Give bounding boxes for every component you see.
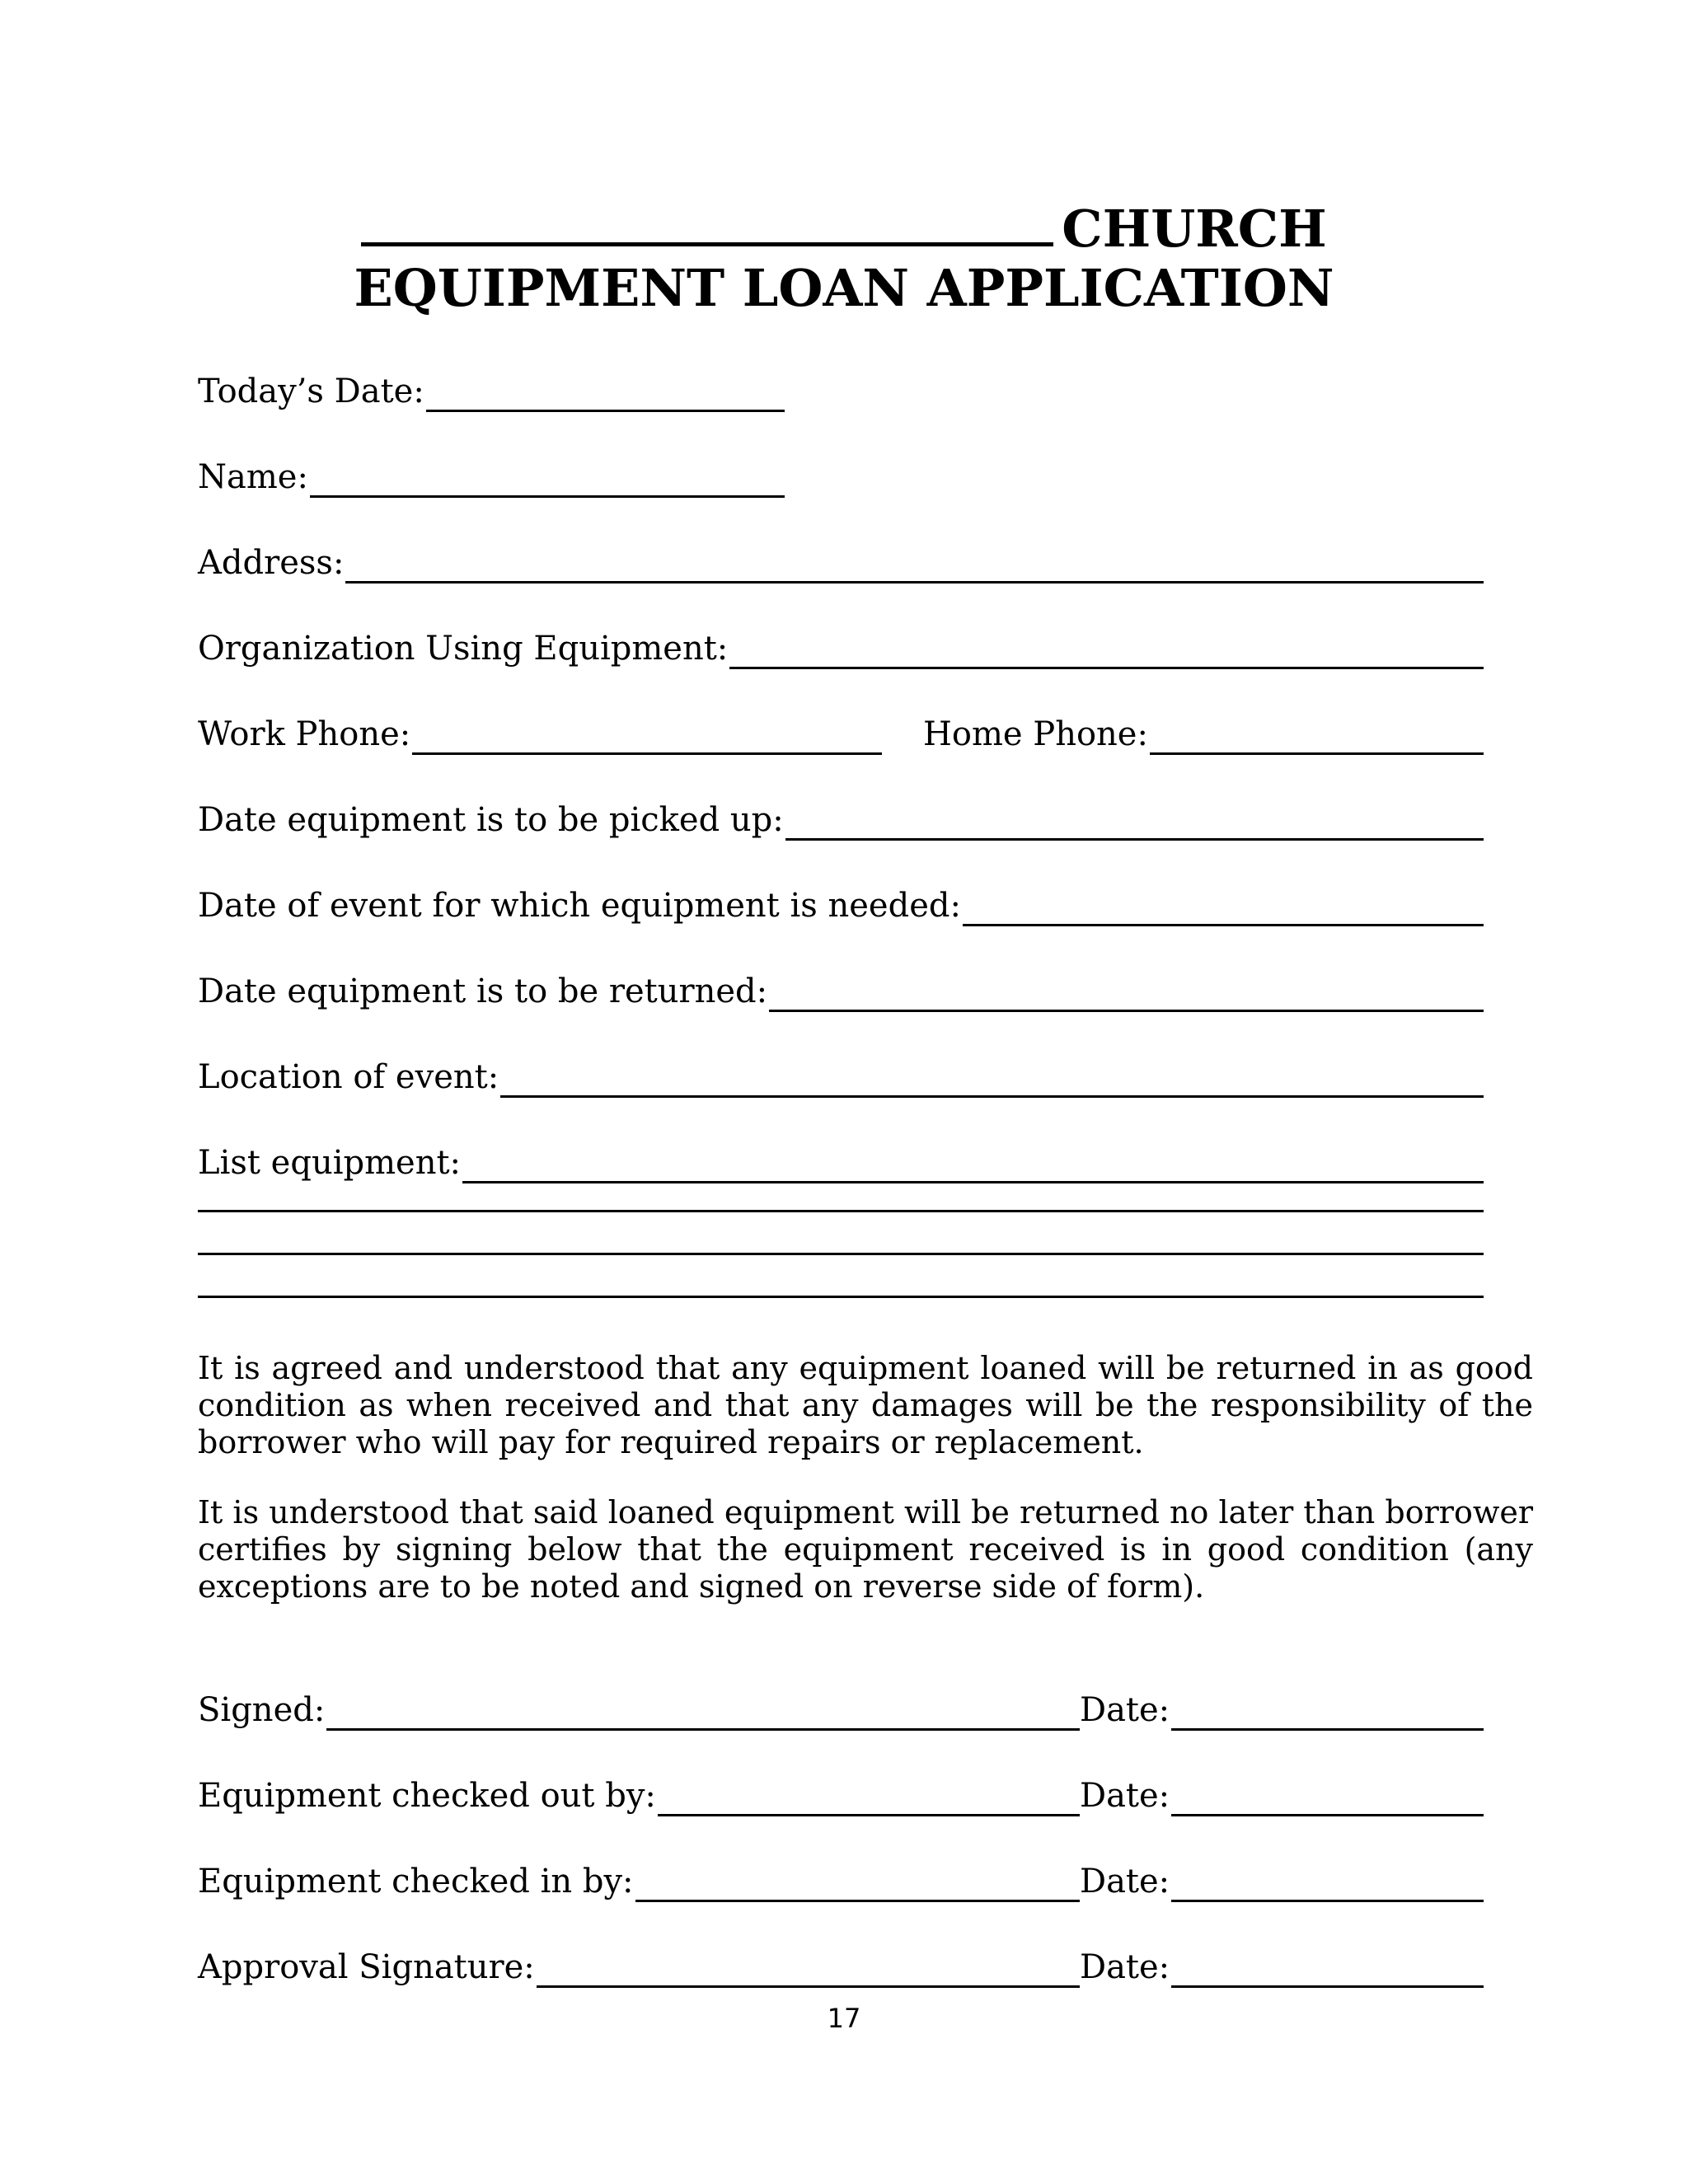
work-phone-label: Work Phone:: [198, 715, 411, 753]
pickup-date-label: Date equipment is to be picked up:: [198, 801, 784, 839]
location-label: Location of event:: [198, 1058, 499, 1096]
checked-in-date-label: Date:: [1080, 1863, 1170, 1900]
todays-date-input[interactable]: [426, 373, 785, 412]
checked-out-field: [198, 1767, 1080, 1816]
home-phone-input[interactable]: [1150, 716, 1484, 755]
checked-in-field: [198, 1853, 1080, 1902]
address-input[interactable]: [345, 545, 1484, 583]
name-field: [198, 448, 785, 498]
signed-date-field: [1080, 1681, 1484, 1731]
location-input[interactable]: [500, 1059, 1484, 1098]
signed-date-label: Date:: [1080, 1691, 1170, 1729]
organization-field: [198, 620, 1484, 669]
list-equipment-field: [198, 1134, 1484, 1183]
return-date-field: [198, 963, 1484, 1012]
address-field: [198, 534, 1484, 583]
form-title-church: [0, 191, 1688, 262]
checked-in-date-field: [1080, 1853, 1484, 1902]
home-phone-field: [923, 705, 1484, 755]
page-number: 17: [827, 2003, 861, 2034]
list-equipment-label: List equipment:: [198, 1144, 462, 1182]
signed-date-input[interactable]: [1171, 1692, 1484, 1731]
list-equipment-line-3[interactable]: [198, 1253, 1484, 1255]
title-church-word: CHURCH: [1062, 199, 1327, 259]
list-equipment-input[interactable]: [462, 1145, 1484, 1183]
name-input[interactable]: [310, 459, 785, 498]
agreement-paragraph: It is agreed and understood that any equipment loaned will be returned in as good condition as when received and that any damages will be the responsibility of the borrower who will pay for required repairs or replacement.: [198, 1350, 1533, 1460]
checked-out-date-field: [1080, 1767, 1484, 1816]
event-date-label: Date of event for which equipment is needed:: [198, 887, 961, 925]
address-label: Address:: [198, 544, 345, 582]
checked-in-date-input[interactable]: [1171, 1863, 1484, 1902]
work-phone-input[interactable]: [412, 716, 882, 755]
checked-out-label: Equipment checked out by:: [198, 1777, 656, 1815]
todays-date-label: Today’s Date:: [198, 373, 424, 410]
event-date-input[interactable]: [963, 888, 1484, 926]
list-equipment-line-4[interactable]: [198, 1296, 1484, 1298]
form-title: EQUIPMENT LOAN APPLICATION: [354, 258, 1334, 318]
signed-input[interactable]: [326, 1692, 1080, 1731]
name-label: Name:: [198, 458, 308, 496]
approval-label: Approval Signature:: [198, 1948, 535, 1986]
approval-date-input[interactable]: [1171, 1949, 1484, 1988]
pickup-date-input[interactable]: [785, 802, 1484, 841]
location-field: [198, 1048, 1484, 1098]
checked-out-input[interactable]: [658, 1778, 1080, 1816]
signed-field: [198, 1681, 1080, 1731]
church-name-blank[interactable]: [361, 191, 1053, 246]
home-phone-label: Home Phone:: [923, 715, 1148, 753]
organization-input[interactable]: [729, 630, 1484, 669]
checked-in-label: Equipment checked in by:: [198, 1863, 634, 1900]
approval-input[interactable]: [537, 1949, 1080, 1988]
signed-label: Signed:: [198, 1691, 326, 1729]
return-terms-paragraph: It is understood that said loaned equipment will be returned no later than borrower certifies by signing below that the equipment received is in good condition (any exceptions are to be noted and signed on reverse side of form).: [198, 1494, 1533, 1605]
checked-in-input[interactable]: [635, 1863, 1080, 1902]
event-date-field: [198, 877, 1484, 926]
checked-out-date-input[interactable]: [1171, 1778, 1484, 1816]
checked-out-date-label: Date:: [1080, 1777, 1170, 1815]
todays-date-field: [198, 363, 785, 412]
approval-date-field: [1080, 1938, 1484, 1988]
return-date-input[interactable]: [769, 973, 1484, 1012]
approval-field: [198, 1938, 1080, 1988]
organization-label: Organization Using Equipment:: [198, 630, 729, 668]
list-equipment-line-2[interactable]: [198, 1210, 1484, 1212]
return-date-label: Date equipment is to be returned:: [198, 972, 768, 1010]
pickup-date-field: [198, 791, 1484, 841]
work-phone-field: [198, 705, 882, 755]
approval-date-label: Date:: [1080, 1948, 1170, 1986]
